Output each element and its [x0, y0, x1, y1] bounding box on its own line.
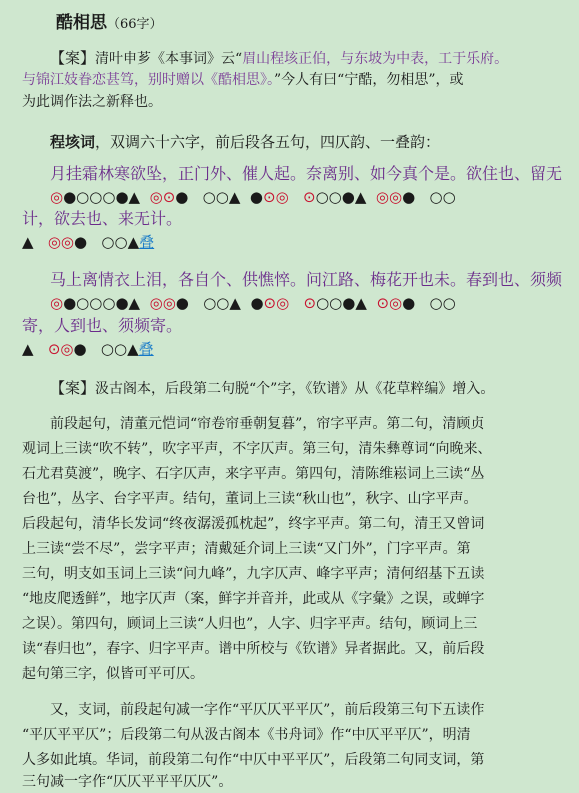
page-title — [56, 12, 163, 36]
title-count: （66字） — [107, 17, 163, 32]
stanza1-line3: 计，欲去也、来无计。 — [22, 209, 183, 228]
poet-line: 程垓词，双调六十六字，前后段各五句，四仄韵、一叠韵： — [50, 133, 441, 151]
poet-name: 程垓词 — [50, 133, 96, 151]
para1-line: 石尤君莫渡”，晚字、石字仄声，来字平声。第四句，清陈维崧词上三读“丛 — [22, 466, 485, 482]
note1-line2: 与锦江妓眷恋甚笃，别时赠以《酷相思》。”今人有曰“宁酷，勿相思”，或 — [22, 72, 464, 88]
stanza2-repeat-link[interactable]: 叠 — [138, 340, 154, 358]
para1-line: 三句，明支如玉词上三读“问九峰”，九字仄声、峰字平声；清何绍基下五读 — [22, 566, 485, 582]
para1-line: 观词上三读“吹不转”，吹字平声，不字仄声。第三句，清朱彝尊词“向晚来、 — [22, 441, 492, 457]
para2-line: “平仄平平仄”；后段第二句从汲古阁本《书舟词》作“中仄平平仄”，明清 — [22, 727, 471, 743]
para1-line: 上三读“尝不尽”，尝字平声；清戴延介词上三读“又门外”，门字平声。第 — [22, 541, 471, 557]
title-name: 酷相思 — [56, 13, 107, 33]
para1-line: 起句第三字，似皆可平可仄。 — [22, 666, 204, 682]
para2-line: 又，支词，前段起句减一字作“平仄仄平平仄”，前后段第三句下五读作 — [50, 702, 485, 718]
para1-line: 台也”，丛字、台字平声。结句，董词上三读“秋山也”，秋字、山字平声。 — [22, 491, 478, 507]
stanza1-line1: 月挂霜林寒欲坠，正门外、催人起。奈离别、如今真个是。欲住也、留无 — [50, 164, 563, 183]
note2-line: 【案】汲古阁本，后段第二句脱“个”字，《钦谱》从《花草粹编》增入。 — [50, 379, 495, 397]
stanza1-repeat-link[interactable]: 叠 — [139, 233, 155, 251]
note1-line3: 为此调作法之新释也。 — [22, 94, 162, 110]
stanza1-tones2: ▲ ◎◎● ○○▲叠 — [22, 233, 155, 251]
stanza2-line1: 马上离情衣上泪，各自个、供憔悴。问江路、梅花开也未。春到也、须频 — [50, 270, 563, 289]
stanza2-tones1: ◎●○○○●▲ ◎◎● ○○▲ ●⊙◎ ⊙○○●▲ ⊙◎● ○○ — [50, 294, 456, 312]
stanza1-tones1: ◎●○○○●▲ ◎⊙● ○○▲ ●⊙◎ ⊙○○●▲ ◎◎● ○○ — [50, 188, 456, 206]
para1-line: 前段起句，清董元恺词“帘卷帘垂朝复暮”，帘字平声。第二句，清顾贞 — [50, 416, 485, 432]
para1-line: 之误）。第四句，顾词上三读“人归也”，人字、归字平声。结句，顾词上三 — [22, 616, 478, 632]
note1-tag: 【案】 — [50, 49, 96, 67]
para2-line: 三句减一字作“仄仄平平平仄仄”。 — [22, 774, 233, 790]
para2-line: 人多如此填。华词，前段第二句作“中仄中平平仄”，后段第二句同支词，第 — [22, 752, 485, 768]
note1-line1: 【案】清叶申芗《本事词》云“眉山程垓正伯，与东坡为中表，工于乐府。 — [50, 49, 509, 67]
para1-line: 后段起句，清华长发词“终夜潺湲孤枕起”，终字平声。第二句，清王又曾词 — [22, 516, 485, 532]
para1-line: 读“春归也”，春字、归字平声。谱中所校与《钦谱》异者据此。又，前后段 — [22, 641, 485, 657]
stanza2-tones2: ▲ ⊙◎● ○○▲叠 — [22, 340, 154, 358]
para1-line: “地皮爬透鲜”，地字仄声（案，鲜字并音并，此或从《字彙》之误，或蝉字 — [22, 591, 485, 607]
stanza2-line3: 寄，人到也、须频寄。 — [22, 316, 183, 335]
